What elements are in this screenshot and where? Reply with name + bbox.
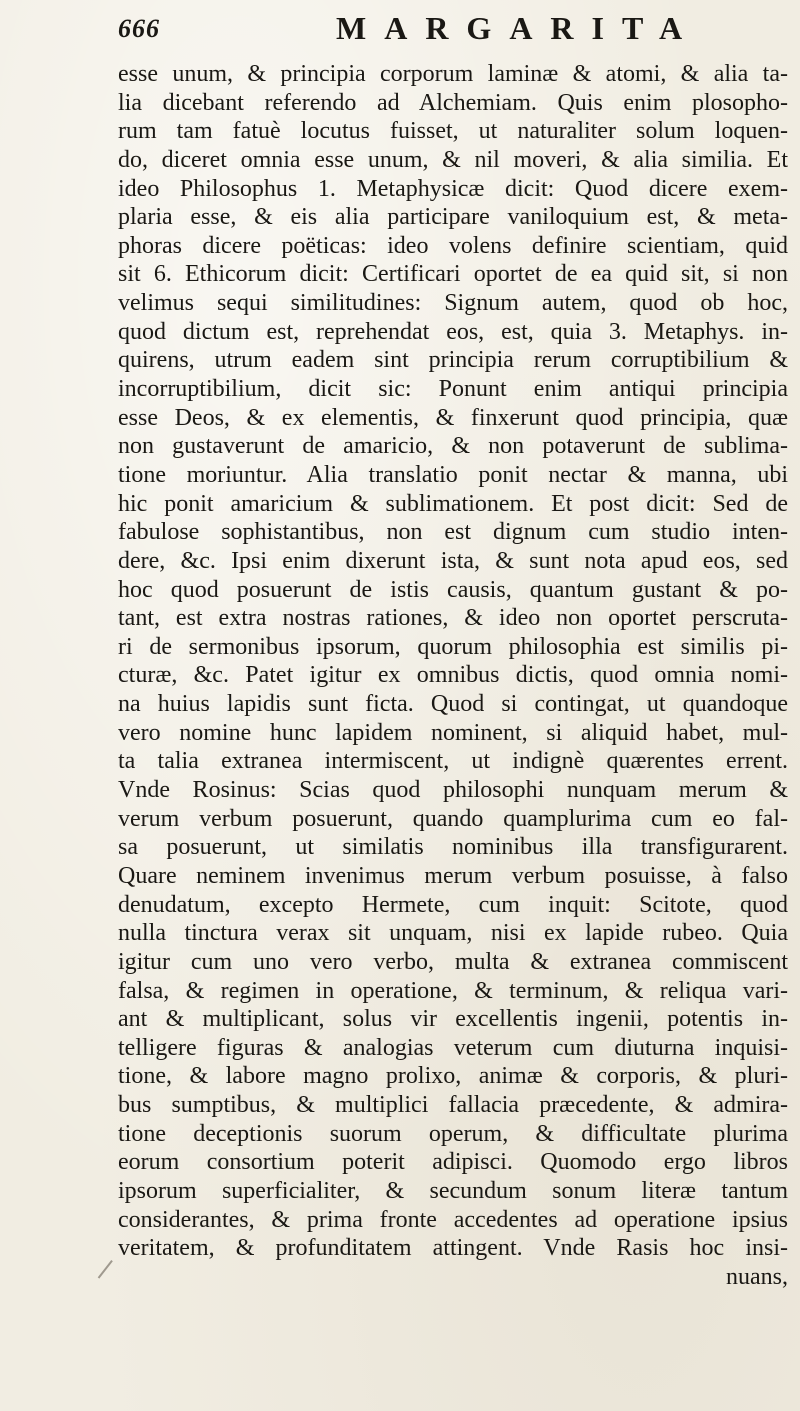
text-line: tione, & labore magno prolixo, animæ & corporis, & pluri-	[118, 1063, 788, 1090]
text-line: lia dicebant referendo ad Alchemiam. Quis enim plosopho-	[118, 89, 788, 116]
text-line: bus sumptibus, & multiplici fallacia præcedente, & admira-	[118, 1092, 788, 1119]
text-line: telligere figuras & analogias veterum cum diuturna inquisi-	[118, 1034, 788, 1061]
text-line: nulla tinctura verax sit unquam, nisi ex lapide rubeo. Quia	[118, 920, 788, 947]
text-line: Quare neminem invenimus merum verbum posuisse, à falso	[118, 862, 788, 889]
text-line: eorum consortium poterit adipisci. Quomodo ergo libros	[118, 1149, 788, 1176]
text-line: na huius lapidis sunt ficta. Quod si contingat, ut quandoque	[118, 691, 788, 718]
text-line: do, diceret omnia esse unum, & nil moveri, & alia similia. Et	[118, 146, 788, 173]
text-line: cturæ, &c. Patet igitur ex omnibus dictis, quod omnia nomi-	[118, 662, 788, 689]
text-line: vero nomine hunc lapidem nominent, si aliquid habet, mul-	[118, 719, 788, 746]
text-line: quirens, utrum eadem sint principia rerum corruptibilium &	[118, 347, 788, 374]
text-line: ant & multiplicant, solus vir excellentis ingenii, potentis in-	[118, 1006, 788, 1033]
text-line: incorruptibilium, dicit sic: Ponunt enim antiqui principia	[118, 376, 788, 403]
text-line: tione moriuntur. Alia translatio ponit nectar & manna, ubi	[118, 461, 788, 488]
text-line: velimus sequi similitudines: Signum autem, quod ob hoc,	[118, 290, 788, 317]
text-line: verum verbum posuerunt, quando quamplurima cum eo fal-	[118, 805, 788, 832]
running-title: MARGARITA	[336, 10, 701, 46]
text-line: tione deceptionis suorum operum, & difficultate plurima	[118, 1120, 788, 1147]
text-line: Vnde Rosinus: Scias quod philosophi nunquam merum &	[118, 777, 788, 804]
text-line: tant, est extra nostras rationes, & ideo non oportet perscruta-	[118, 605, 788, 632]
text-line: esse Deos, & ex elementis, & finxerunt quod principia, quæ	[118, 404, 788, 431]
text-line: plaria esse, & eis alia participare vaniloquium est, & meta-	[118, 204, 788, 231]
text-line: veritatem, & profunditatem attingent. Vnde Rasis hoc insi-	[118, 1235, 788, 1262]
text-line: non gustaverunt de amaricio, & non potaverunt de sublima-	[118, 433, 788, 460]
text-line: phoras dicere poëticas: ideo volens definire scientiam, quid	[118, 232, 788, 259]
page-number: 666	[118, 14, 160, 43]
text-line: fabulose sophistantibus, non est dignum cum studio inten-	[118, 519, 788, 546]
text-line: sa posuerunt, ut similatis nominibus illa transfigurarent.	[118, 834, 788, 861]
text-line: sit 6. Ethicorum dicit: Certificari oportet de ea quid sit, si non	[118, 261, 788, 288]
text-line: ipsorum superficialiter, & secundum sonum literæ tantum	[118, 1177, 788, 1204]
text-line: denudatum, excepto Hermete, cum inquit: Scitote, quod	[118, 891, 788, 918]
text-line: esse unum, & principia corporum laminæ & atomi, & alia ta-	[118, 61, 788, 87]
text-line: falsa, & regimen in operatione, & terminum, & reliqua vari-	[118, 977, 788, 1004]
text-line: dere, &c. Ipsi enim dixerunt ista, & sunt nota apud eos, sed	[118, 547, 788, 574]
catchword: nuans,	[726, 1263, 788, 1290]
text-line: quod dictum est, reprehendat eos, est, quia 3. Metaphys. in-	[118, 318, 788, 345]
text-line: igitur cum uno vero verbo, multa & extranea commiscent	[118, 948, 788, 975]
text-line: hic ponit amaricium & sublimationem. Et post dicit: Sed de	[118, 490, 788, 517]
text-line: hoc quod posuerunt de istis causis, quantum gustant & po-	[118, 576, 788, 603]
text-line: ideo Philosophus 1. Metaphysicæ dicit: Quod dicere exem-	[118, 175, 788, 202]
running-head	[118, 8, 778, 58]
text-line: rum tam fatuè locutus fuisset, ut naturaliter solum loquen-	[118, 118, 788, 145]
body-text	[118, 60, 788, 1292]
text-line: ta talia extranea intermiscent, ut indignè quærentes errent.	[118, 748, 788, 775]
text-line: ri de sermonibus ipsorum, quorum philosophia est similis pi-	[118, 633, 788, 660]
text-line: considerantes, & prima fronte accedentes ad operatione ipsius	[118, 1206, 788, 1233]
